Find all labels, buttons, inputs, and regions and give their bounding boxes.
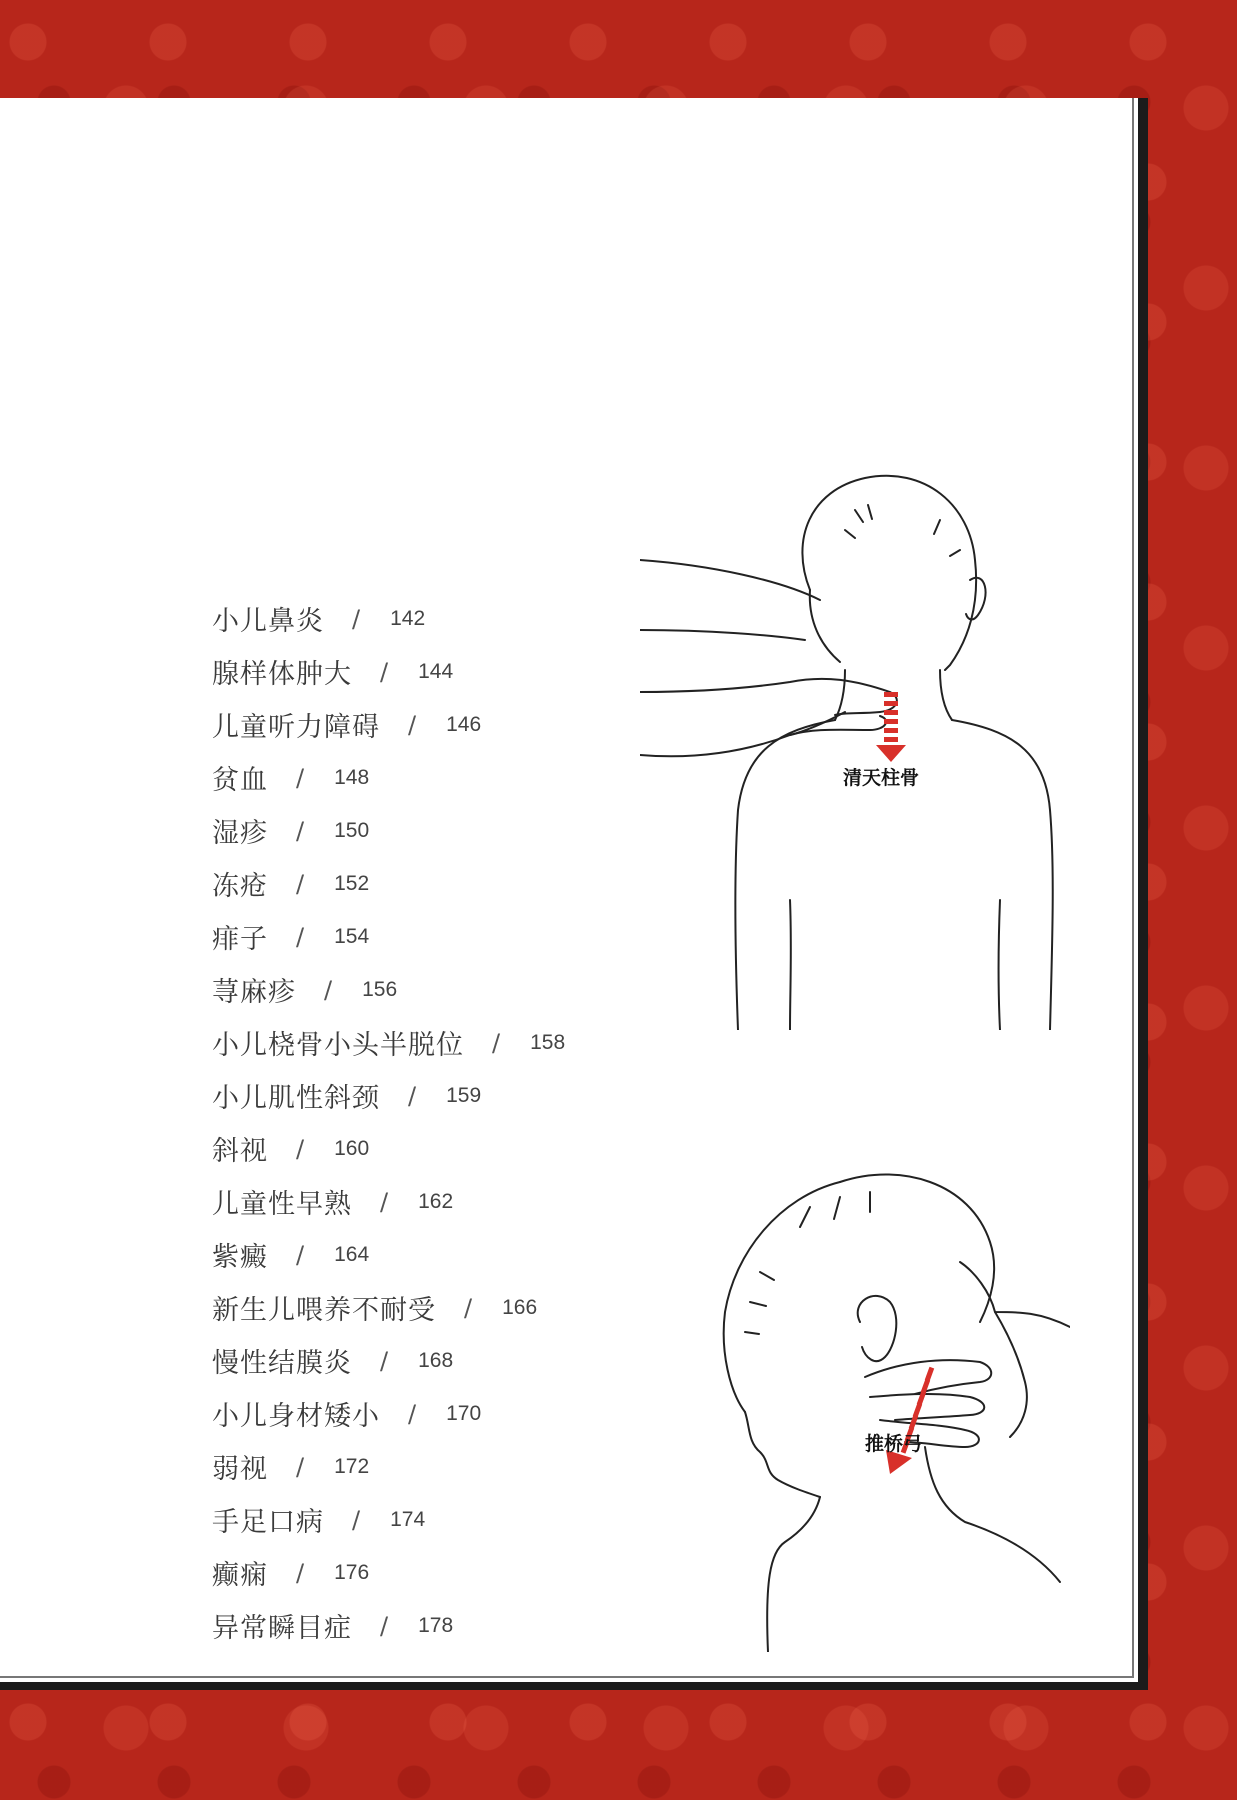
toc-entry-page: 156 [362,977,398,1001]
toc-entry[interactable] [212,1069,565,1122]
toc-entry[interactable] [212,592,565,645]
toc-entry-page: 146 [446,712,482,736]
toc-entry-title: 儿童性早熟 [212,1189,352,1220]
book-page [0,98,1148,1690]
toc-entry[interactable] [212,910,565,963]
toc-entry-page: 144 [418,659,454,683]
toc-separator: / [380,1346,389,1375]
toc-entry-title: 新生儿喂养不耐受 [212,1295,436,1326]
toc-entry[interactable] [212,804,565,857]
caption-tui-qiao-gong: 推桥弓 [865,1433,923,1455]
toc-entry[interactable] [212,1334,565,1387]
toc-entry[interactable] [212,963,565,1016]
toc-entry[interactable] [212,1016,565,1069]
toc-separator: / [380,1611,389,1640]
toc-entry-page: 154 [334,924,370,948]
toc-entry-title: 异常瞬目症 [212,1613,352,1644]
toc-entry-page: 164 [334,1242,370,1266]
toc-entry-title: 弱视 [212,1454,268,1485]
toc-entry-page: 159 [446,1083,482,1107]
toc-separator: / [464,1293,473,1322]
toc-separator: / [296,869,305,898]
toc-entry-page: 178 [418,1613,454,1637]
toc-entry-page: 158 [530,1030,566,1054]
toc-entry[interactable] [212,645,565,698]
toc-entry-page: 176 [334,1560,370,1584]
toc-entry-title: 冻疮 [212,871,268,902]
toc-separator: / [380,1187,389,1216]
illustration-tui-qiao-gong [690,1162,1070,1652]
toc-entry-title: 小儿身材矮小 [212,1401,380,1432]
toc-entry-title: 儿童听力障碍 [212,712,380,743]
toc-entry-title: 贫血 [212,765,268,796]
toc-entry-title: 紫癜 [212,1242,268,1273]
toc-separator: / [352,1505,361,1534]
toc-entry-title: 荨麻疹 [212,977,296,1008]
toc-entry-title: 小儿肌性斜颈 [212,1083,380,1114]
toc-entry-page: 150 [334,818,370,842]
toc-entry-page: 162 [418,1189,454,1213]
toc-entry[interactable] [212,1546,565,1599]
toc-separator: / [296,816,305,845]
toc-separator: / [296,922,305,951]
toc-entry[interactable] [212,751,565,804]
toc-entry-title: 湿疹 [212,818,268,849]
toc-entry-page: 160 [334,1136,370,1160]
toc-entry-title: 手足口病 [212,1507,324,1538]
toc-separator: / [352,604,361,633]
toc-entry[interactable] [212,1175,565,1228]
toc-separator: / [408,710,417,739]
toc-separator: / [380,657,389,686]
toc-entry[interactable] [212,1228,565,1281]
toc-entry-page: 168 [418,1348,454,1372]
toc-separator: / [296,763,305,792]
toc-separator: / [296,1134,305,1163]
toc-separator: / [296,1452,305,1481]
toc-separator: / [492,1028,501,1057]
toc-entry-title: 小儿鼻炎 [212,606,324,637]
toc-entry[interactable] [212,1493,565,1546]
table-of-contents [212,592,565,1652]
caption-qing-tian-zhu-gu: 清天柱骨 [843,767,920,789]
toc-separator: / [408,1399,417,1428]
toc-entry-title: 癫痫 [212,1560,268,1591]
toc-entry[interactable] [212,698,565,751]
toc-entry-title: 斜视 [212,1136,268,1167]
toc-entry[interactable] [212,1599,565,1652]
toc-entry[interactable] [212,1440,565,1493]
toc-entry-page: 152 [334,871,370,895]
toc-entry-page: 172 [334,1454,370,1478]
toc-entry-title: 腺样体肿大 [212,659,352,690]
toc-entry[interactable] [212,1281,565,1334]
toc-entry[interactable] [212,1387,565,1440]
toc-entry-title: 痱子 [212,924,268,955]
toc-entry-page: 142 [390,606,426,630]
toc-separator: / [296,1240,305,1269]
toc-separator: / [324,975,333,1004]
toc-entry[interactable] [212,857,565,910]
toc-entry-title: 小儿桡骨小头半脱位 [212,1030,464,1061]
toc-entry-page: 170 [446,1401,482,1425]
toc-separator: / [408,1081,417,1110]
toc-entry-page: 166 [502,1295,538,1319]
toc-entry-title: 慢性结膜炎 [212,1348,352,1379]
toc-entry-page: 174 [390,1507,426,1531]
toc-separator: / [296,1558,305,1587]
toc-entry[interactable] [212,1122,565,1175]
toc-entry-page: 148 [334,765,370,789]
illustration-qing-tian-zhu-gu [640,430,1060,1030]
